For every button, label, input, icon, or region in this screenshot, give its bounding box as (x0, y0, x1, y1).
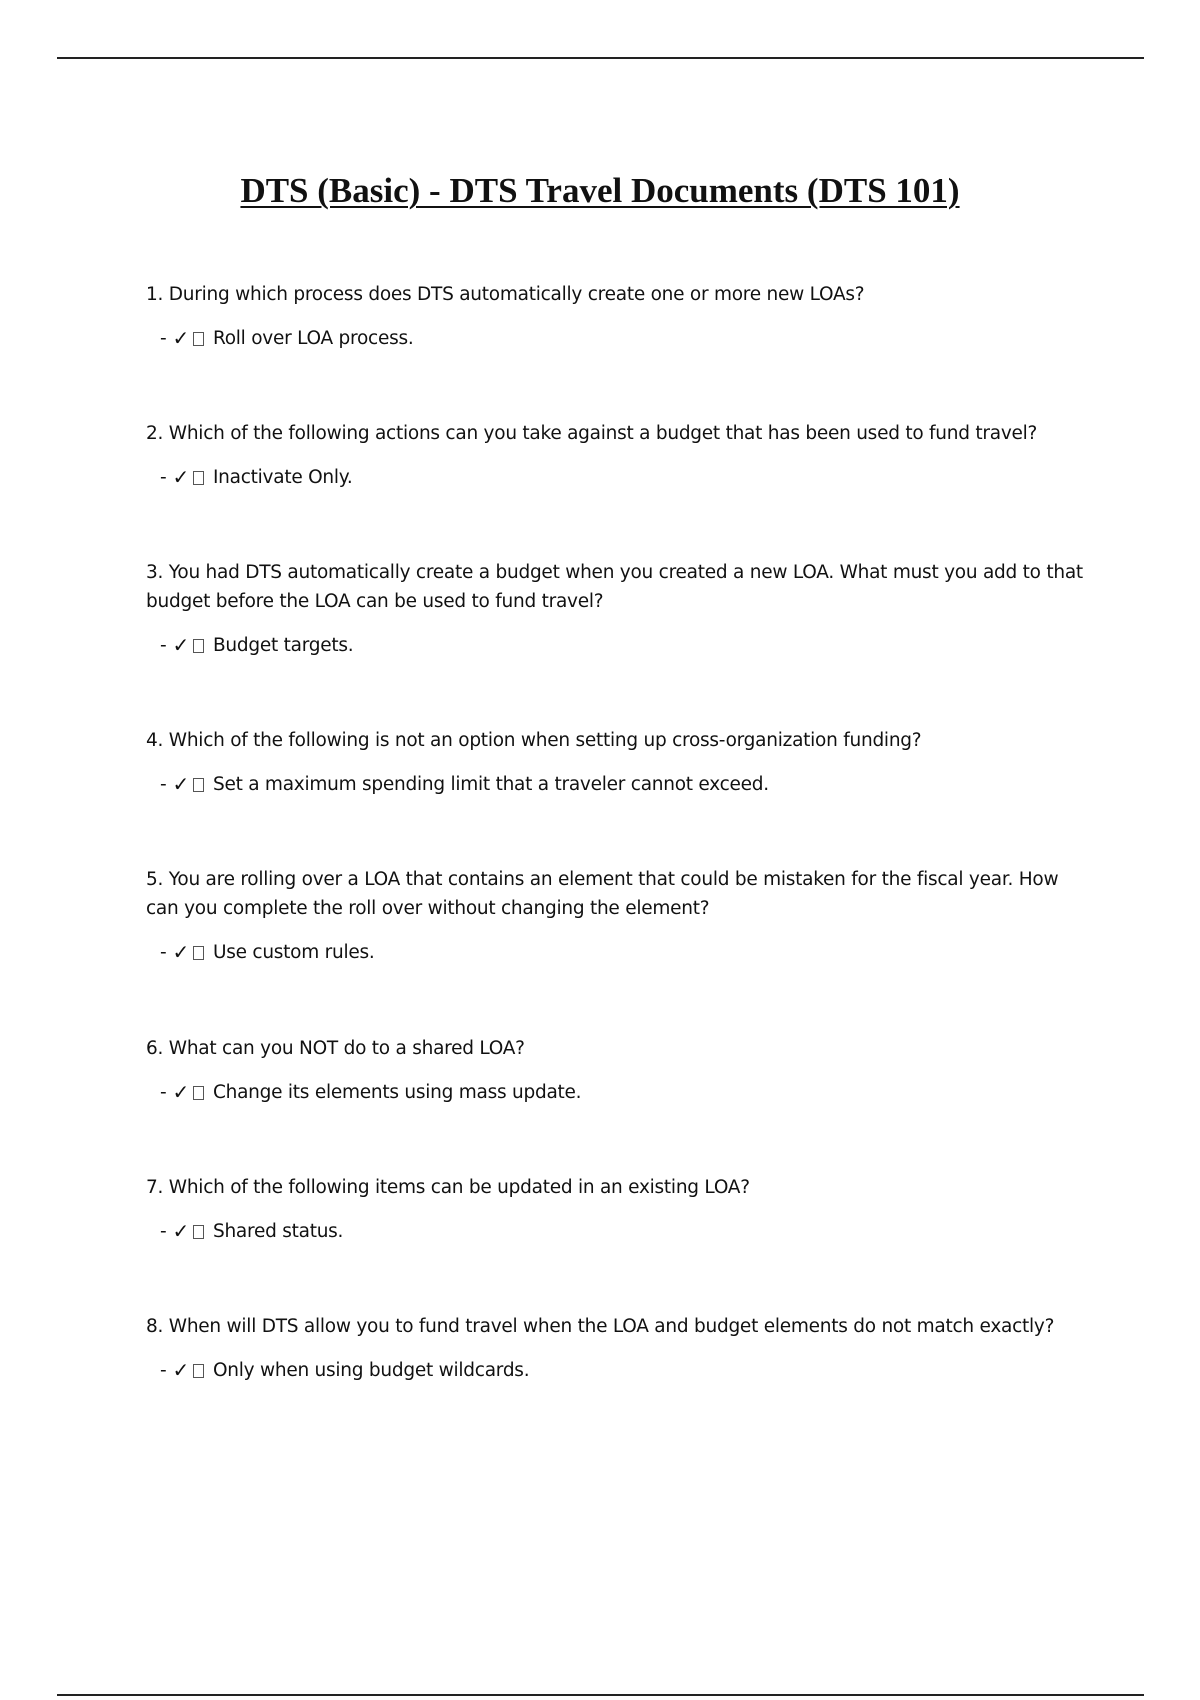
answer-text: Change its elements using mass update. (212, 1082, 582, 1103)
answer-dash: - (160, 774, 167, 795)
answer-dash: - (160, 635, 167, 656)
answer-text: Budget targets. (212, 635, 354, 656)
checkbox-icon (193, 1364, 204, 1378)
question-item-2 (146, 419, 1096, 492)
top-rule (57, 57, 1144, 59)
question-item-3 (146, 558, 1096, 660)
answer-dash: - (160, 1082, 167, 1103)
checkmark-icon: ✓ (172, 326, 189, 350)
answer-line (160, 1217, 1096, 1246)
answer-text: Only when using budget wildcards. (212, 1360, 530, 1381)
checkbox-icon (193, 332, 204, 346)
checkbox-icon (193, 471, 204, 485)
question-item-8 (146, 1312, 1096, 1385)
question-text: 2. Which of the following actions can you take against a budget that has been used to fund travel? (146, 423, 1038, 444)
question-text: 7. Which of the following items can be updated in an existing LOA? (146, 1177, 750, 1198)
answer-dash: - (160, 328, 167, 349)
answer-line (160, 463, 1096, 492)
question-item-7 (146, 1173, 1096, 1246)
question-text: 5. You are rolling over a LOA that contains an element that could be mistaken for the fiscal year. How can you complete the roll over without changing the element? (146, 869, 1059, 919)
checkbox-icon (193, 1086, 204, 1100)
answer-line (160, 324, 1096, 353)
checkbox-icon (193, 639, 204, 653)
answer-dash: - (160, 467, 167, 488)
question-item-4 (146, 726, 1096, 799)
question-text: 6. What can you NOT do to a shared LOA? (146, 1038, 525, 1059)
question-item-5 (146, 865, 1096, 967)
answer-text: Use custom rules. (212, 942, 375, 963)
answer-line (160, 1078, 1096, 1107)
answer-text: Roll over LOA process. (212, 328, 414, 349)
answer-line (160, 631, 1096, 660)
checkmark-icon: ✓ (172, 940, 189, 964)
checkmark-icon: ✓ (172, 1358, 189, 1382)
answer-dash: - (160, 942, 167, 963)
checkmark-icon: ✓ (172, 772, 189, 796)
checkbox-icon (193, 778, 204, 792)
question-text: 8. When will DTS allow you to fund travel when the LOA and budget elements do not match exactly? (146, 1316, 1055, 1337)
question-text: 1. During which process does DTS automatically create one or more new LOAs? (146, 284, 865, 305)
checkbox-icon (193, 946, 204, 960)
checkmark-icon: ✓ (172, 1219, 189, 1243)
answer-dash: - (160, 1360, 167, 1381)
answer-text: Set a maximum spending limit that a traveler cannot exceed. (212, 774, 769, 795)
question-item-6 (146, 1034, 1096, 1107)
question-item-1 (146, 280, 1096, 353)
checkmark-icon: ✓ (172, 465, 189, 489)
question-text: 4. Which of the following is not an option when setting up cross-organization funding? (146, 730, 922, 751)
bottom-rule (57, 1694, 1144, 1696)
answer-text: Shared status. (212, 1221, 344, 1242)
answer-dash: - (160, 1221, 167, 1242)
checkmark-icon: ✓ (172, 633, 189, 657)
answer-line (160, 1356, 1096, 1385)
checkbox-icon (193, 1225, 204, 1239)
checkmark-icon: ✓ (172, 1080, 189, 1104)
answer-line (160, 770, 1096, 799)
document-title: DTS (Basic) - DTS Travel Documents (DTS 101) (240, 171, 960, 210)
answer-line (160, 938, 1096, 967)
question-text: 3. You had DTS automatically create a budget when you created a new LOA. What must you add to that budget before the LOA can be used to fund travel? (146, 562, 1083, 612)
answer-text: Inactivate Only. (212, 467, 353, 488)
